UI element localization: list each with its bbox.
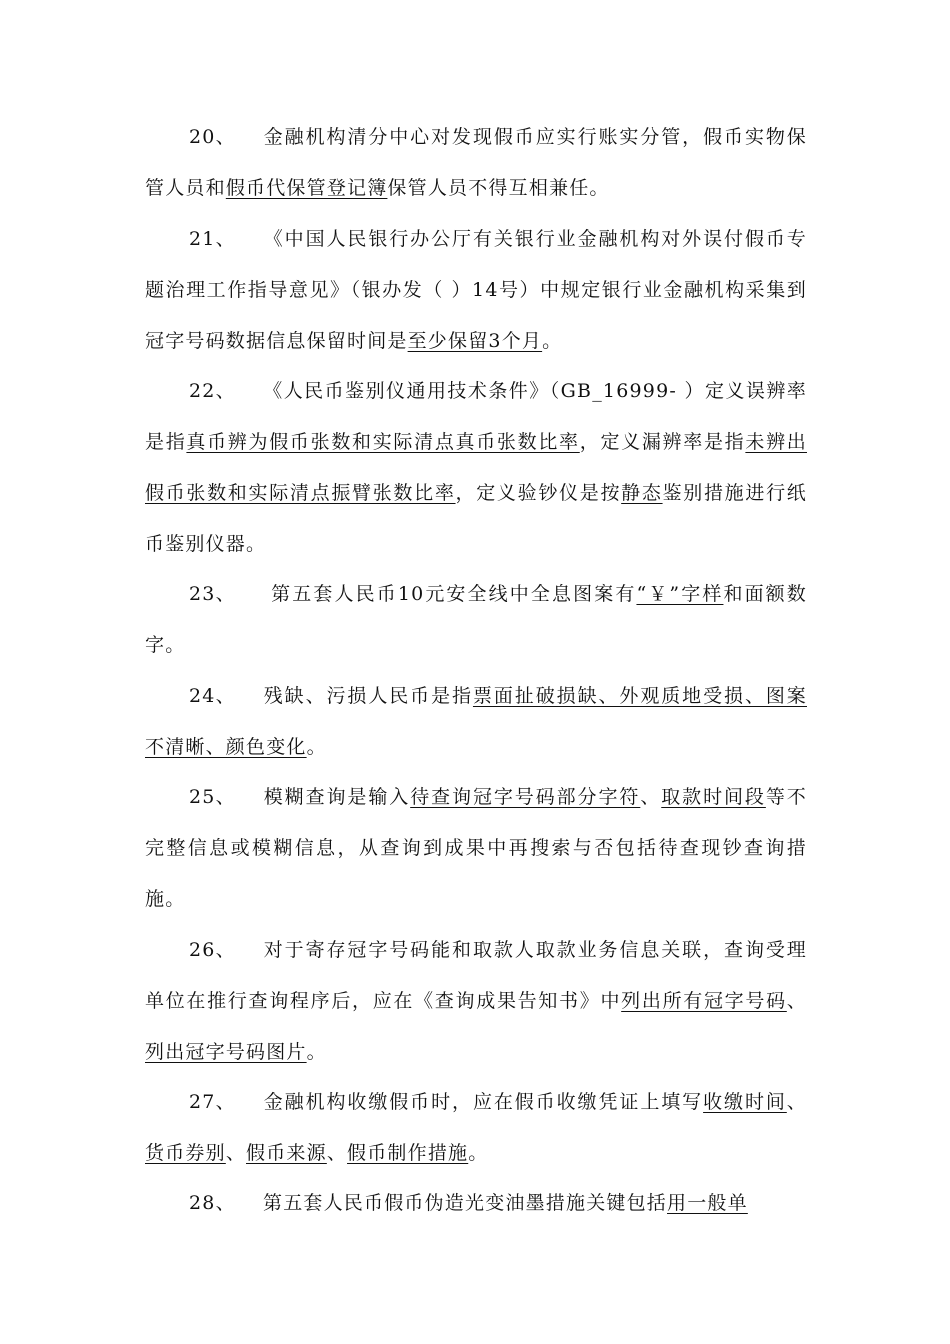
- text-segment: 。: [306, 1041, 327, 1063]
- text-segment: 第五套人民币10元安全线中全息图案有: [263, 583, 637, 605]
- text-segment: ，定义漏辨率是指: [579, 431, 746, 453]
- text-segment: 等不完整信息或模糊信息，从查询到成果中再搜索与否包括待查现钞查询措施。: [145, 786, 807, 910]
- text-segment: 、: [225, 1142, 247, 1164]
- item-number: 26、: [189, 939, 236, 961]
- underlined-answer: 列出所有冠字号码: [621, 990, 787, 1012]
- paragraph-27: [145, 1077, 807, 1179]
- paragraph-20: [145, 112, 807, 214]
- paragraph-23: [145, 569, 807, 671]
- text-segment: 对于寄存冠字号码能和取款人取款业务信息关联，查询受理单位在推行查询程序后，应在《查询成果告知书》中: [145, 939, 807, 1012]
- underlined-answer: 假币制作措施: [347, 1142, 469, 1164]
- paragraph-26: [145, 925, 807, 1078]
- underlined-answer: 收缴时间: [703, 1091, 787, 1113]
- underlined-answer: 至少保留3个月: [407, 330, 543, 352]
- item-number: 27、: [189, 1091, 236, 1113]
- underlined-answer: 货币券别: [145, 1142, 226, 1164]
- text-segment: 。: [306, 736, 327, 758]
- text-segment: 、: [640, 786, 662, 808]
- underlined-answer: 假币来源: [246, 1142, 327, 1164]
- text-segment: 、: [786, 990, 807, 1012]
- underlined-answer: 假币代保管登记簿: [225, 177, 388, 199]
- paragraph-24: [145, 671, 807, 773]
- text-segment: 。: [542, 330, 563, 352]
- underlined-answer: 真币辨为假币张数和实际清点真币张数比率: [186, 431, 580, 453]
- item-number: 22、: [189, 380, 236, 402]
- item-number: 20、: [189, 126, 236, 148]
- underlined-answer: 待查询冠字号码部分字符: [410, 786, 641, 808]
- text-segment: 保管人员不得互相兼任。: [387, 177, 610, 199]
- underlined-answer: 用一般单: [667, 1192, 748, 1214]
- paragraph-25: [145, 772, 807, 925]
- text-segment: 《人民币鉴别仪通用技术条件》（GB_16999- ）定义误辨率是指: [145, 380, 807, 453]
- item-number: 25、: [189, 786, 236, 808]
- underlined-answer: 静态: [621, 482, 663, 504]
- item-number: 28、: [189, 1192, 236, 1214]
- item-number: 23、: [189, 583, 236, 605]
- text-segment: ，定义验钞仪是按: [455, 482, 622, 504]
- text-segment: 金融机构收缴假币时，应在假币收缴凭证上填写: [263, 1091, 704, 1113]
- item-number: 21、: [189, 228, 236, 250]
- text-segment: 、: [786, 1091, 807, 1113]
- item-number: 24、: [189, 685, 236, 707]
- text-segment: 第五套人民币假币伪造光变油墨措施关键包括: [263, 1192, 668, 1214]
- text-segment: 《中国人民银行办公厅有关银行业金融机构对外误付假币专题治理工作指导意见》（银办发（ ）14号）中规定银行业金融机构采集到冠字号码数据信息保留时间是: [145, 228, 807, 352]
- underlined-answer: 票面扯破损缺、外观质地受损、图案不清晰、颜色变化: [145, 685, 807, 758]
- paragraph-22: [145, 366, 807, 570]
- text-segment: 模糊查询是输入: [263, 786, 411, 808]
- underlined-answer: 取款时间段: [661, 786, 766, 808]
- text-segment: 、: [326, 1142, 348, 1164]
- text-segment: 金融机构清分中心对发现假币应实行账实分管，假币实物保管人员和: [145, 126, 807, 199]
- paragraph-21: [145, 214, 807, 367]
- underlined-answer: 未辨出假币张数和实际清点振臂张数比率: [145, 431, 807, 504]
- text-segment: 和面额数字。: [145, 583, 807, 656]
- paragraph-28: [145, 1178, 807, 1229]
- underlined-answer: “￥”字样: [636, 583, 724, 605]
- text-segment: 残缺、污损人民币是指: [263, 685, 473, 707]
- text-segment: 。: [468, 1142, 489, 1164]
- text-segment: 鉴别措施进行纸币鉴别仪器。: [145, 482, 807, 555]
- underlined-answer: 列出冠字号码图片: [145, 1041, 307, 1063]
